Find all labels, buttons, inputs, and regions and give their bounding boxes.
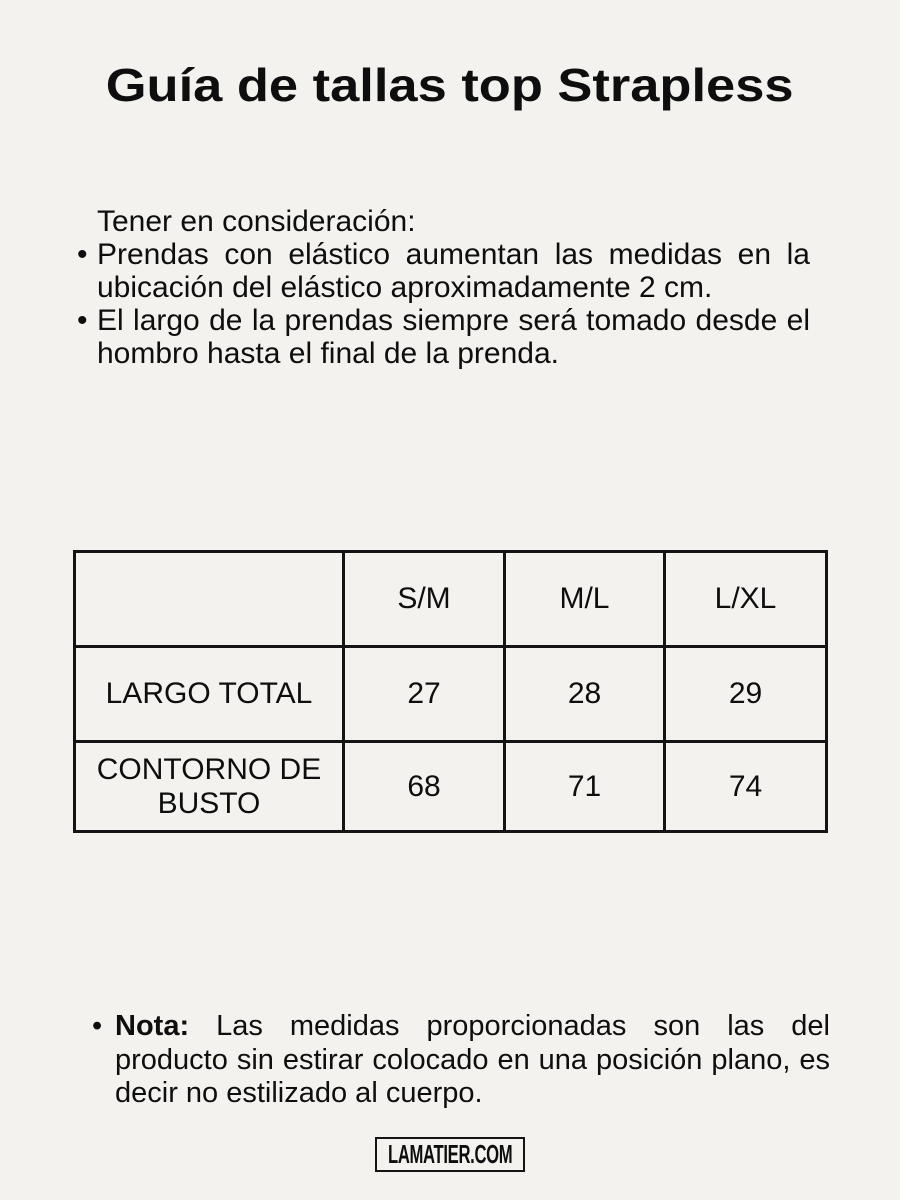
brand-label: LAMATIER.COM: [387, 1139, 513, 1169]
page-title-text: Guía de tallas top Strapless: [106, 59, 794, 111]
size-table-row-largo-total: [75, 647, 827, 742]
size-table-col-header-sm: S/M: [344, 552, 505, 647]
note-line-3: decir no estilizado al cuerpo.: [115, 1077, 483, 1109]
page-title: [0, 57, 900, 114]
size-table-row-contorno-busto: [75, 742, 827, 832]
note-item: [90, 1010, 830, 1111]
size-table-cell-busto-lxl: 74: [665, 742, 827, 832]
size-table-header-row: [75, 552, 827, 647]
note-line-2: producto sin estirar colocado en una posición plano, es: [115, 1043, 830, 1076]
size-table-col-header-ml: M/L: [505, 552, 665, 647]
consideration-item-2-line-1: • El largo de la prendas siempre será tomado desde el: [97, 304, 810, 337]
consideration-item-2-line-2: hombro hasta el final de la prenda.: [97, 337, 559, 370]
size-table-col-header-lxl: L/XL: [665, 552, 827, 647]
size-table-cell-busto-ml: 71: [505, 742, 665, 832]
size-table: [73, 550, 828, 833]
size-table-row-label-largo-total: LARGO TOTAL: [75, 647, 344, 742]
size-table-cell-busto-sm: 68: [344, 742, 505, 832]
note-section: [90, 1010, 830, 1111]
considerations-heading: Tener en consideración:: [97, 205, 416, 238]
size-table-corner-cell: [75, 552, 344, 647]
considerations-section: [75, 205, 810, 370]
note-line-1-text: Las medidas proporcionadas son las del: [216, 1010, 830, 1042]
note-line-1: [115, 1010, 830, 1044]
consideration-item-1-line-2: ubicación del elástico aproximadamente 2 cm.: [97, 271, 713, 304]
size-table-cell-largo-lxl: 29: [665, 647, 827, 742]
brand-box: [375, 1137, 525, 1172]
size-table-row-label-contorno-busto: CONTORNO DE BUSTO: [75, 742, 344, 832]
consideration-item-1-line-1: • Prendas con elástico aumentan las medidas en la: [97, 238, 810, 271]
consideration-item-1: [75, 238, 810, 304]
note-bold-label: Nota:: [115, 1010, 190, 1042]
size-table-cell-largo-sm: 27: [344, 647, 505, 742]
consideration-item-2: [75, 304, 810, 370]
size-table-cell-largo-ml: 28: [505, 647, 665, 742]
